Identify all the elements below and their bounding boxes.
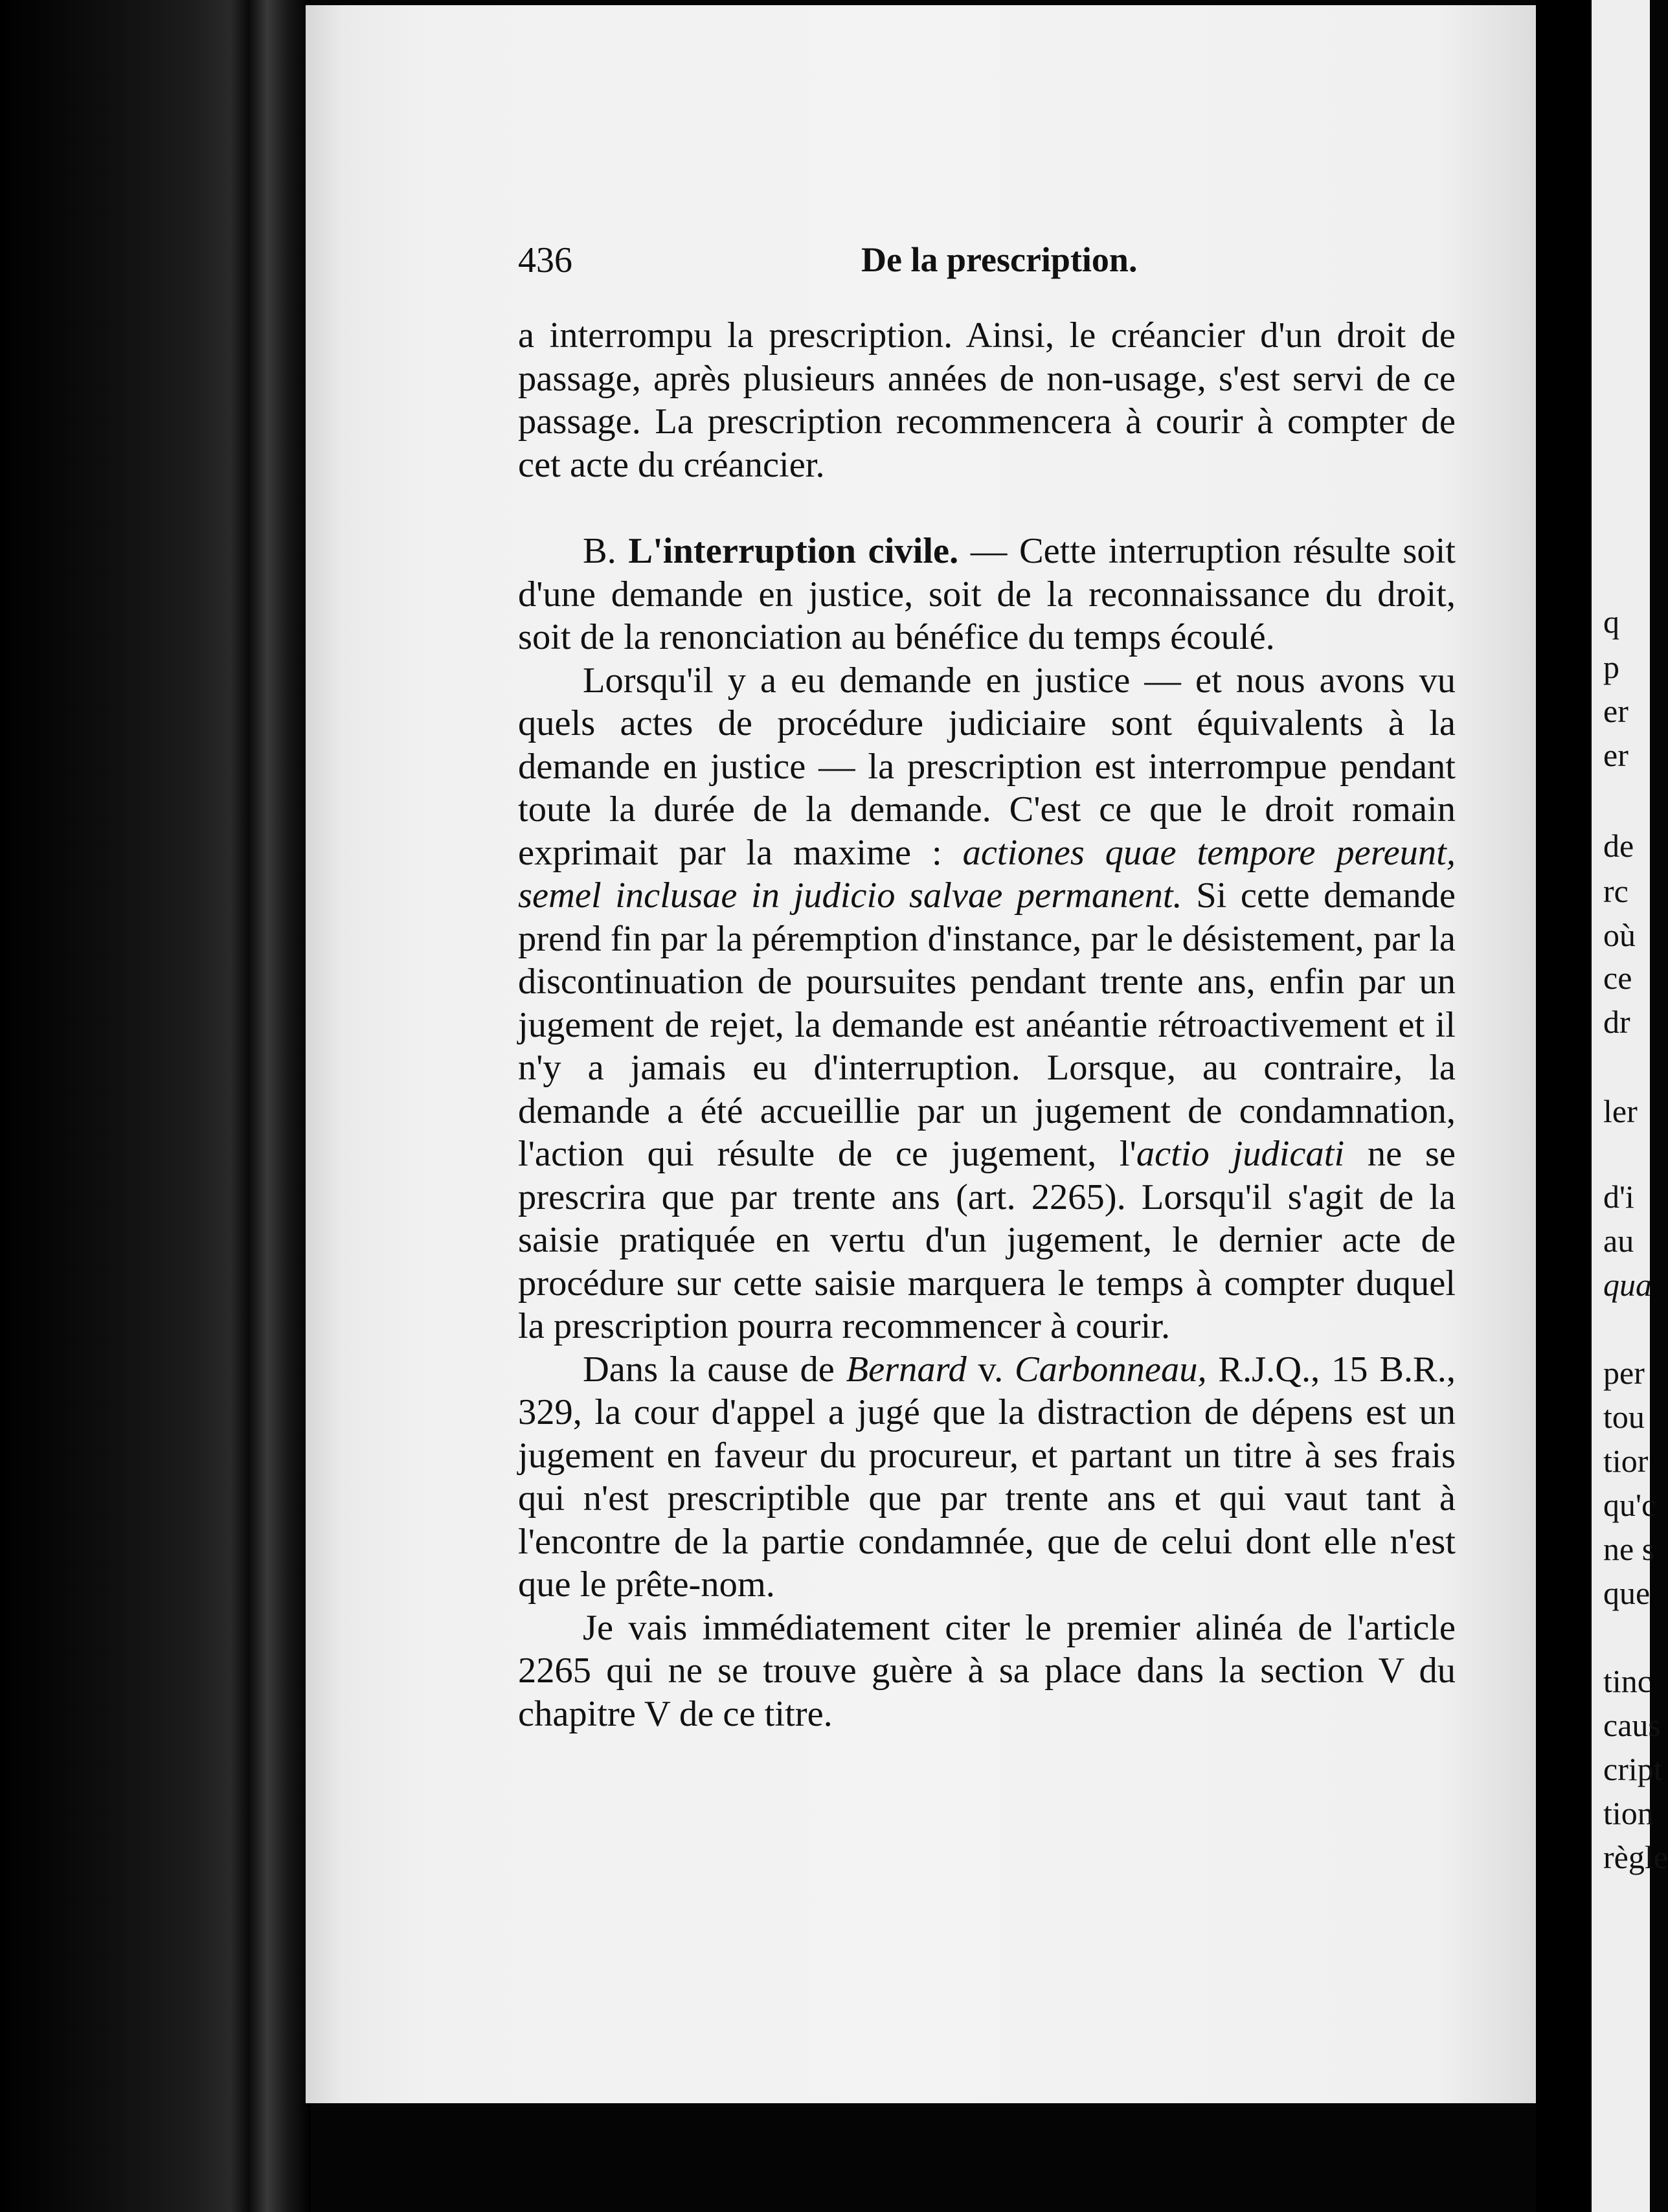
actio-judicati: actio judicati [1136,1134,1345,1174]
paragraph-3-text-b: Si cette demande prend fin par la péremption d'instance, par le désistement, par la discontinuation de poursuites pendant trente ans, enfin par un jugement de rejet, la demande est anéantie rétroactivement et il n'y a jamais eu d'interruption. Lorsque, au contraire, la demande a été accueillie par un jugement de condamnation, l'action qui résulte de ce jugement, l' [518,875,1456,1174]
paragraph-3 [518,659,1456,1348]
latin-maxim: actiones quae tempore pereunt, semel inclusae in judicio salvae permanent. [518,832,1456,916]
next-page-line: que [1603,1575,1651,1611]
next-page-line: ce [1603,960,1632,996]
paragraph-4-text-b: R.J.Q., 15 B.R., 329, la cour d'appel a jugé que la distraction de dépens est un jugement en faveur du procureur, et partant un titre à ses frais qui n'est prescriptible que par trente ans et qui vaut tant à l'encontre de la partie condamnée, que de celui dont elle n'est que le prête-nom. [518,1349,1456,1605]
next-page-line: ne s [1603,1531,1655,1567]
paragraph-5: Je vais immédiatement citer le premier alinéa de l'article 2265 qui ne se trouve guère à sa place dans la section V du chapitre V de ce titre. [518,1607,1456,1734]
paragraph-3-text-a: Lorsqu'il y a eu demande en justice — et nous avons vu quels actes de procédure judiciaire sont équivalents à la demande en justice — la prescription est interrompue pendant toute la durée de la demande. C'est ce que le droit romain exprimait par la maxime : [518,660,1456,873]
next-page-line: qu'c [1603,1487,1656,1523]
next-page-line: tion [1603,1795,1654,1831]
next-page-line: où [1603,917,1636,953]
next-page-line: au [1603,1223,1634,1259]
next-page-line: règle [1603,1839,1668,1875]
section-heading: L'interruption civile. [628,531,959,571]
page-number: 436 [518,240,572,280]
next-page-line: de [1603,828,1634,864]
page-header [518,240,1449,291]
paragraph-3-text-c: ne se prescrira que par trente ans (art. 2265). Lorsqu'il s'agit de la saisie pratiquée en vertu d'un jugement, le dernier acte de procédure sur cette saisie marquera le temps à compter duquel la prescription pourra recommencer à courir. [518,1134,1456,1346]
next-page-line: d'i [1603,1179,1634,1215]
adjacent-page-fragment [1592,0,1668,2212]
paragraph-4-text-a: Dans la cause de [583,1349,846,1390]
next-page-line: tior [1603,1443,1649,1479]
next-page-line: caus [1603,1707,1661,1743]
next-page-line: cript [1603,1751,1663,1787]
next-page-line: er [1603,737,1629,773]
case-party-2: Carbonneau, [1014,1349,1207,1390]
paragraph-2-text: — Cette interruption résulte soit d'une demande en justice, soit de la reconnaissance du droit, soit de la renonciation au bénéfice du temps écoulé. [518,531,1456,657]
case-versus: v. [966,1349,1015,1390]
book-gutter [1536,0,1592,2212]
section-letter: B. [583,531,616,571]
next-page-line: er [1603,693,1629,729]
next-page-line: per [1603,1355,1645,1391]
case-party-1: Bernard [846,1349,967,1390]
running-title: De la prescription. [861,240,1138,279]
page-body [518,314,1456,1735]
next-page-line: qua [1603,1267,1652,1303]
paragraph-1: a interrompu la prescription. Ainsi, le créancier d'un droit de passage, après plusieurs années de non-usage, s'est servi de ce passage. La prescription recommencera à courir à compter de cet acte du créancier. [518,315,1456,485]
paragraph-4 [518,1348,1456,1607]
paragraph-2 [518,530,1456,659]
next-page-line: tinc [1603,1663,1652,1699]
book-binding-edge [0,0,311,2212]
next-page-line: q [1603,604,1619,640]
next-page-line: ler [1603,1093,1638,1129]
next-page-line: dr [1603,1004,1630,1040]
next-page-line: rc [1603,873,1629,909]
next-page-line: p [1603,649,1619,685]
next-page-line: tou [1603,1399,1645,1435]
